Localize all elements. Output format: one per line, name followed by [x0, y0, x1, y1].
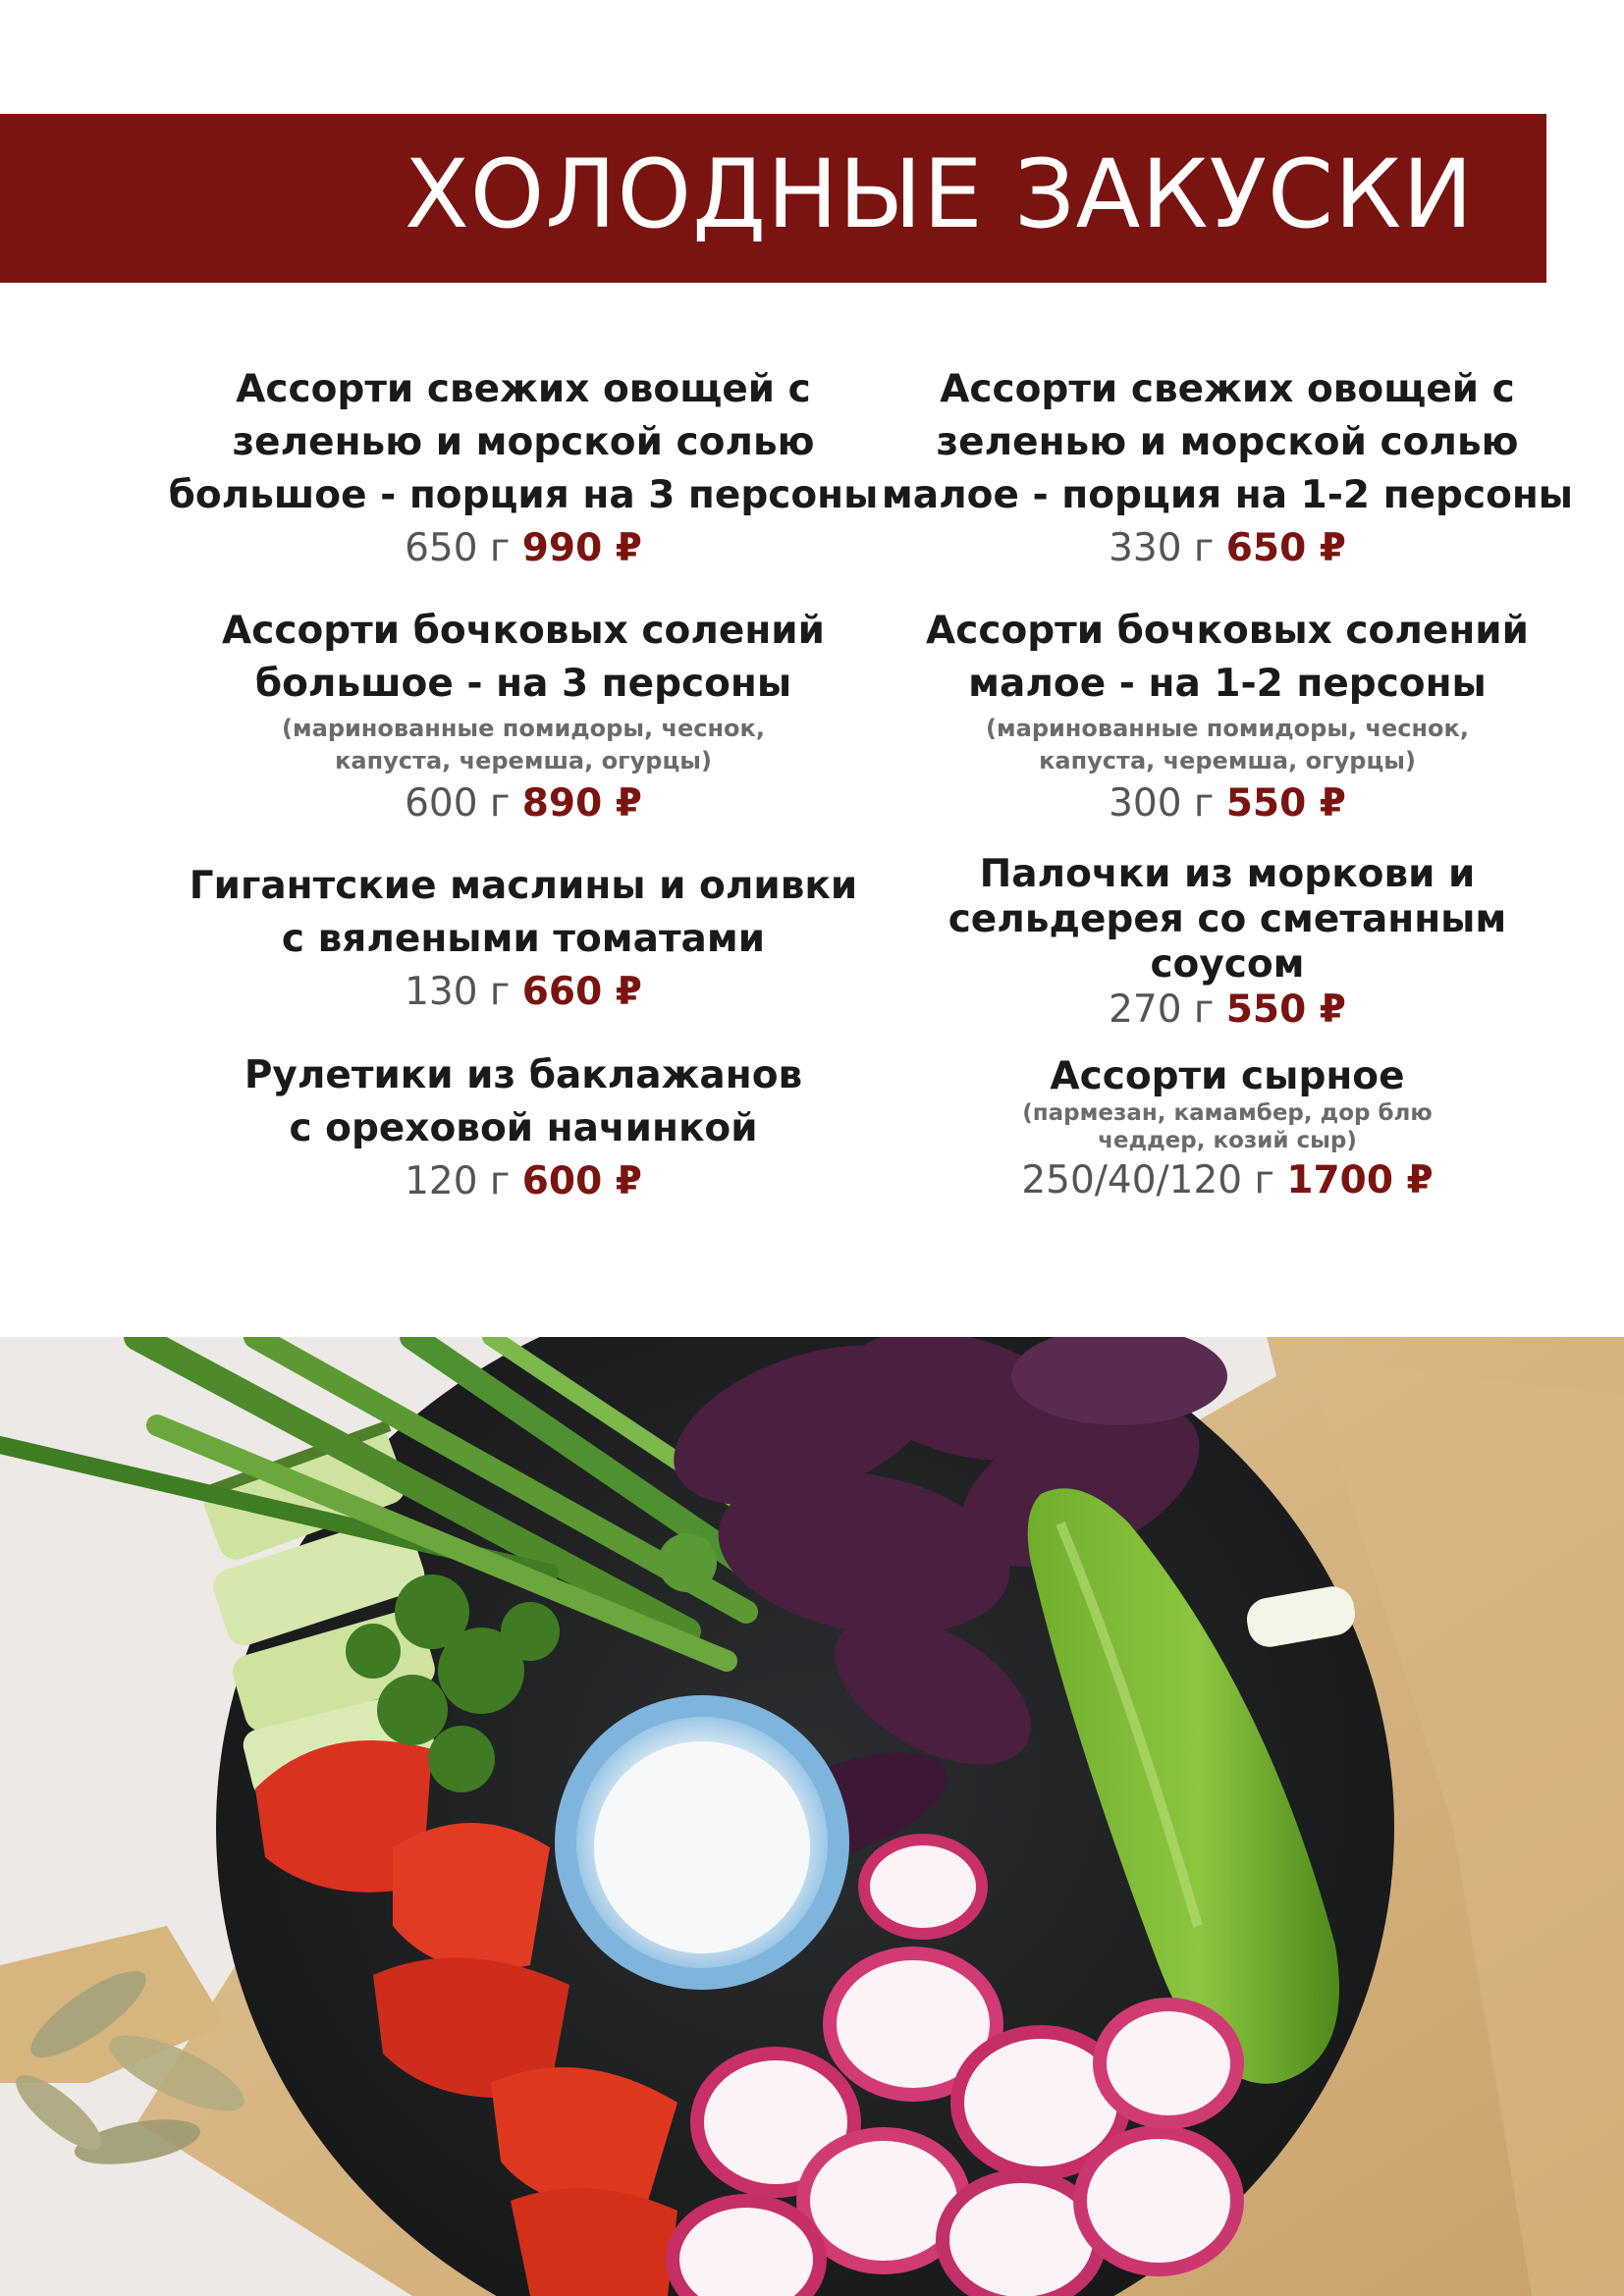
item-price: 650 ₽ [1225, 526, 1346, 570]
menu-item-fresh-vegetables-large [160, 363, 887, 575]
item-price-line [864, 777, 1591, 830]
item-price-line [160, 1155, 887, 1208]
item-ingredients: (пармезан, камамбер, дор блю чеддер, козий сыр) [1022, 1100, 1433, 1153]
item-price: 550 ₽ [1225, 781, 1346, 826]
menu-item-pickles-small [864, 605, 1591, 830]
item-name: Ассорти бочковых солений малое - на 1-2 персоны [926, 609, 1529, 706]
item-name: Палочки из моркови и сельдерея со сметанным соусом [947, 852, 1507, 987]
item-name: Гигантские маслины и оливки с вялеными томатами [189, 864, 858, 961]
item-name: Ассорти бочковых солений большое - на 3 персоны [222, 609, 825, 706]
vegetable-platter-photo [0, 1337, 1624, 2296]
item-weight: 130 г [405, 970, 511, 1014]
item-weight: 600 г [405, 781, 511, 826]
item-name: Рулетики из баклажанов с ореховой начинкой [244, 1053, 803, 1150]
menu-item-fresh-vegetables-small [864, 363, 1591, 575]
item-name: Ассорти свежих овощей с зеленью и морской солью большое - порция на 3 персоны [168, 367, 879, 517]
item-price-line [864, 988, 1591, 1033]
page-title: ХОЛОДНЫЕ ЗАКУСКИ [404, 139, 1474, 249]
item-price: 600 ₽ [521, 1159, 642, 1203]
menu-item-cheese-platter [864, 1054, 1591, 1207]
vegetable-platter-illustration [0, 1337, 1624, 2296]
item-price: 660 ₽ [521, 970, 642, 1014]
item-weight: 650 г [405, 526, 511, 570]
menu-item-olives [160, 860, 887, 1019]
menu-item-pickles-large [160, 605, 887, 830]
item-price: 550 ₽ [1225, 988, 1346, 1032]
item-weight: 120 г [405, 1159, 511, 1203]
item-price-line [864, 522, 1591, 575]
item-ingredients: (маринованные помидоры, чеснок, капуста, черемша, огурцы) [282, 715, 765, 774]
menu-item-eggplant-rolls [160, 1049, 887, 1208]
item-name: Ассорти сырное [1050, 1054, 1405, 1098]
item-price-line [160, 777, 887, 830]
salt-bowl [555, 1695, 849, 1990]
item-weight: 250/40/120 г [1021, 1158, 1274, 1202]
item-ingredients: (маринованные помидоры, чеснок, капуста, черемша, огурцы) [986, 715, 1469, 774]
title-banner [0, 114, 1546, 283]
item-price: 1700 ₽ [1286, 1158, 1434, 1202]
item-weight: 270 г [1109, 988, 1215, 1032]
item-price: 890 ₽ [521, 781, 642, 826]
item-price: 990 ₽ [521, 526, 642, 570]
item-price-line [160, 522, 887, 575]
item-name: Ассорти свежих овощей с зеленью и морской солью малое - порция на 1-2 персоны [881, 367, 1574, 517]
item-price-line [864, 1154, 1591, 1207]
menu-item-carrot-celery-sticks [864, 852, 1591, 1033]
item-weight: 330 г [1109, 526, 1215, 570]
item-weight: 300 г [1109, 781, 1215, 826]
item-price-line [160, 966, 887, 1019]
